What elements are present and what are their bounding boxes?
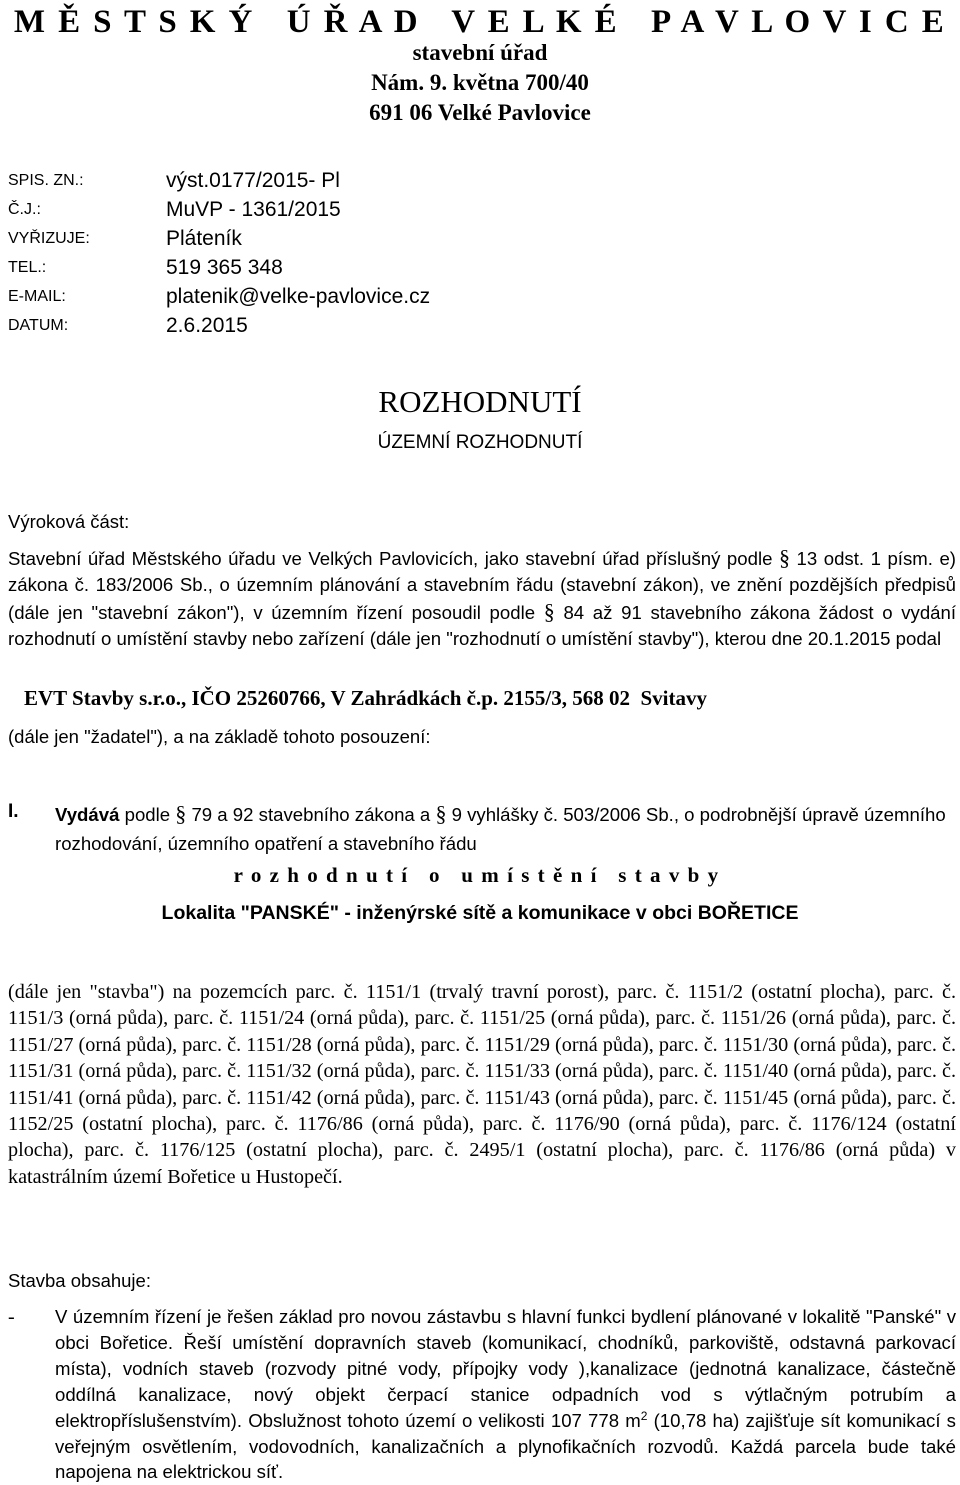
decision-text: 9 vyhlášky č. 503/2006 Sb., o podrobnější úpravě územního rozhodování, územního opatření a stavebního řádu xyxy=(55,804,946,854)
meta-label: TEL.: xyxy=(8,259,47,276)
office-city: 691 06 Velké Pavlovice xyxy=(369,100,591,125)
decision-number: I. xyxy=(8,801,19,822)
decision-text: podle xyxy=(124,804,171,825)
email-value: platenik@velke-pavlovice.cz xyxy=(166,285,431,308)
meta-value: výst.0177/2015- Pl xyxy=(166,169,340,192)
meta-value: MuVP - 1361/2015 xyxy=(166,198,341,221)
section-symbol: § xyxy=(435,801,447,826)
meta-row xyxy=(8,195,708,224)
meta-value: Pláteník xyxy=(166,227,242,250)
meta-label: VYŘIZUJE: xyxy=(8,230,90,247)
contents-item xyxy=(55,1304,956,1485)
meta-label: Č.J.: xyxy=(8,201,41,218)
meta-row xyxy=(8,224,708,253)
meta-row xyxy=(8,253,708,282)
document-subheading: ÚZEMNÍ ROZHODNUTÍ xyxy=(377,432,583,453)
decision-text: 79 a 92 stavebního zákona a xyxy=(191,804,431,825)
meta-value: 519 365 348 xyxy=(166,256,283,279)
intro-text: 13 odst. 1 písm. e) zákona č. 183/2006 Sb., o územním plánování a stavebním řádu (stavební zákon), ve znění pozdějších předpisů (dále jen "stavební zákon"), v územním řízení posoudil podle xyxy=(8,548,956,623)
contents-label: Stavba obsahuje: xyxy=(8,1270,151,1291)
office-street: Nám. 9. května 700/40 xyxy=(371,70,589,95)
meta-row xyxy=(8,166,708,195)
meta-row xyxy=(8,311,708,340)
section-symbol: § xyxy=(778,545,790,570)
meta-row xyxy=(8,282,708,311)
verdict-intro-paragraph xyxy=(8,545,956,653)
superscript: 2 xyxy=(640,1408,648,1423)
contents-text: (10,78 ha) zajišťuje sít komunikací s veřejným osvětlením, vodovodních, kanalizačních a plynofikačních rozvodů. Každá parcela bude také napojena na elektrickou síť. xyxy=(55,1409,956,1483)
applicant-note: (dále jen "žadatel"), a na základě tohoto posouzení: xyxy=(8,726,431,747)
department-name: stavební úřad xyxy=(412,40,548,65)
applicant-name: EVT Stavby s.r.o., IČO 25260766, V Zahrádkách č.p. 2155/3, 568 02 Svitavy xyxy=(24,686,708,710)
parcels-paragraph: (dále jen "stavba") na pozemcích parc. č. 1151/1 (trvalý travní porost), parc. č. 1151/2 (ostatní plocha), parc. č. 1151/3 (orná půda), parc. č. 1151/24 (orná půda), parc. č. 1151/25 (orná půda), parc. č. 1151/26 (orná půda), parc. č. 1151/27 (orná půda), parc. č. 1151/28 (orná půda), parc. č. 1151/29 (orná půda), parc. č. 1151/30 (orná půda), parc. č. 1151/31 (orná půda), parc. č. 1151/32 (orná půda), parc. č. 1151/33 (orná půda), parc. č. 1151/40 (orná půda), parc. č. 1151/41 (orná půda), parc. č. 1151/42 (orná půda), parc. č. 1151/43 (orná půda), parc. č. 1151/45 (orná půda), parc. č. 1152/25 (ostatní plocha), parc. č. 1176/86 (orná půda), parc. č. 1176/90 (orná půda), parc. č. 1176/124 (ostatní plocha), parc. č. 1176/125 (ostatní plocha), parc. č. 2495/1 (ostatní plocha), parc. č. 1176/86 (orná půda) v katastrálním území Bořetice u Hustopečí. xyxy=(8,981,956,1188)
decision-title: rozhodnutí o umístění stavby xyxy=(233,863,727,887)
decision-paragraph xyxy=(55,799,955,858)
verdict-section-label: Výroková část: xyxy=(8,511,130,532)
locality-title: Lokalita "PANSKÉ" - inženýrské sítě a komunikace v obci BOŘETICE xyxy=(161,902,799,924)
intro-text: Stavební úřad Městského úřadu ve Velkých Pavlovicích, jako stavební úřad příslušný podle xyxy=(8,548,773,569)
meta-value: 2.6.2015 xyxy=(166,314,248,337)
contents-text: V územním řízení je řešen základ pro novou zástavbu s hlavní funkci bydlení plánované v lokalitě "Panské" v obci Bořetice. Řeší umístění dopravních staveb (komunikací, chodníků, parkoviště, odstavná parkovací místa), vodních staveb (rozvody pitné vody, přípojky vody ),kanalizace (jednotná kanalizace, částečně oddílná kanalizace, nový objekt čerpací stanice odpadních vod s výtlačným potrubím a elektropříslušenstvím). Obslužnost tohoto území o velikosti 107 778 m xyxy=(55,1306,956,1431)
office-title: M Ě S T S K Ý Ú Ř A D V E L K É P A V L O V I C E xyxy=(13,4,947,40)
document-heading: ROZHODNUTÍ xyxy=(378,384,582,419)
bullet-marker: - xyxy=(8,1306,15,1328)
meta-label: E-MAIL: xyxy=(8,288,66,305)
section-symbol: § xyxy=(543,598,555,624)
meta-label: DATUM: xyxy=(8,317,69,334)
intro-text: 84 až 91 stavebního zákona žádost o vydání rozhodnutí o umístění stavby nebo zařízení (dále jen "rozhodnutí o umístění stavby"), kterou dne 20.1.2015 podal xyxy=(8,601,957,650)
meta-label: SPIS. ZN.: xyxy=(8,172,84,189)
decision-verb: Vydává xyxy=(55,804,120,825)
section-symbol: § xyxy=(175,801,187,826)
